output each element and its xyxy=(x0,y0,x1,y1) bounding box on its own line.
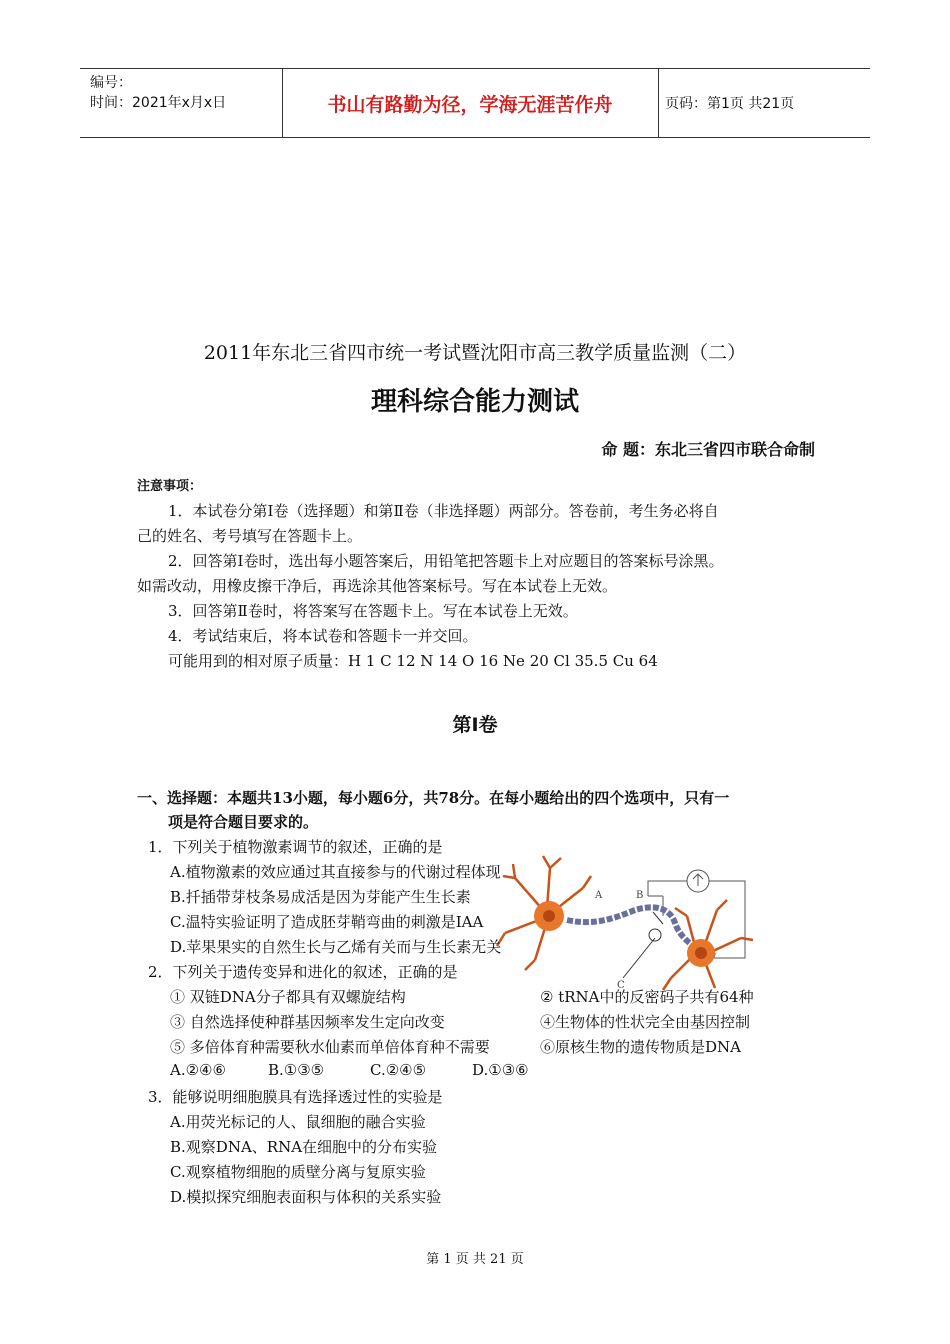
diagram-label-b: B xyxy=(636,890,644,901)
notice-item: 4．考试结束后，将本试卷和答题卡一并交回。 xyxy=(168,627,478,645)
electrode-c xyxy=(623,938,655,978)
question-2-statement: ③ 自然选择使种群基因频率发生定向改变 xyxy=(170,1013,445,1031)
atomic-mass-line: 可能用到的相对原子质量：H 1 C 12 N 14 O 16 Ne 20 Cl 35.5 Cu 64 xyxy=(168,652,658,670)
question-3-option-b: B.观察DNA、RNA在细胞中的分布实验 xyxy=(170,1138,438,1156)
question-3-option-a: A.用荧光标记的人、鼠细胞的融合实验 xyxy=(170,1113,426,1131)
question-2-statement: ② tRNA中的反密码子共有64种 xyxy=(540,988,754,1006)
diagram-label-a: A xyxy=(595,890,603,901)
question-1-stem: 1．下列关于植物激素调节的叙述，正确的是 xyxy=(148,838,443,856)
electrode-a xyxy=(653,912,663,924)
question-2-statement: ① 双链DNA分子都具有双螺旋结构 xyxy=(170,988,406,1006)
part-title: 第Ⅰ卷 xyxy=(452,714,498,736)
question-1-option-a: A.植物激素的效应通过其直接参与的代谢过程体现 xyxy=(170,863,501,881)
header-meta xyxy=(90,73,226,113)
question-1-option-b: B.扦插带芽枝条易成活是因为芽能产生生长素 xyxy=(170,888,471,906)
question-2-statement: ⑥原核生物的遗传物质是DNA xyxy=(540,1038,741,1056)
question-1-option-c: C.温特实验证明了造成胚芽鞘弯曲的刺激是IAA xyxy=(170,913,484,931)
question-3-stem: 3．能够说明细胞膜具有选择透过性的实验是 xyxy=(148,1088,443,1106)
question-1-option-d: D.苹果果实的自然生长与乙烯有关而与生长素无关 xyxy=(170,938,502,956)
question-3-option-c: C.观察植物细胞的质壁分离与复原实验 xyxy=(170,1163,426,1181)
section-heading: 一、选择题：本题共13小题，每小题6分，共78分。在每小题给出的四个选项中，只有一 xyxy=(137,789,730,807)
question-2-option-a: A.②④⑥ xyxy=(170,1061,226,1079)
notice-item: 己的姓名、考号填写在答题卡上。 xyxy=(137,527,363,545)
neuron-diagram xyxy=(495,838,775,998)
question-2-statement: ⑤ 多倍体育种需要秋水仙素而单倍体育种不需要 xyxy=(170,1038,490,1056)
notice-heading: 注意事项： xyxy=(137,479,203,494)
page-footer: 第 1 页 共 21 页 xyxy=(426,1252,524,1267)
question-2-statement: ④生物体的性状完全由基因控制 xyxy=(540,1013,751,1031)
exam-title: 2011年东北三省四市统一考试暨沈阳市高三教学质量监测（二） xyxy=(203,342,747,364)
header-motto: 书山有路勤为径，学海无涯苦作舟 xyxy=(327,93,613,116)
serial-label: 编号： xyxy=(90,75,132,91)
notice-item: 1．本试卷分第Ⅰ卷（选择题）和第Ⅱ卷（非选择题）两部分。答卷前，考生务必将自 xyxy=(168,502,719,520)
notice-item: 如需改动，用橡皮擦干净后，再选涂其他答案标号。写在本试卷上无效。 xyxy=(137,577,618,595)
question-2-option-d: D.①③⑥ xyxy=(472,1061,529,1079)
notice-item: 2．回答第Ⅰ卷时，选出每小题答案后，用铅笔把答题卡上对应题目的答案标号涂黑。 xyxy=(168,552,724,570)
question-2-option-c: C.②④⑤ xyxy=(370,1061,427,1079)
section-heading-cont: 项是符合题目要求的。 xyxy=(168,813,319,831)
page-header xyxy=(80,68,870,138)
exam-author: 命 题：东北三省四市联合命制 xyxy=(601,440,815,459)
header-divider xyxy=(658,69,659,137)
question-2-option-b: B.①③⑤ xyxy=(268,1061,325,1079)
neuron-nucleus xyxy=(543,910,555,922)
time-label: 时间：2021年x月x日 xyxy=(90,95,227,111)
synapse-circle xyxy=(649,929,661,941)
neuron-nucleus xyxy=(695,947,707,959)
notice-item: 3．回答第Ⅱ卷时，将答案写在答题卡上。写在本试卷上无效。 xyxy=(168,602,578,620)
question-2-stem: 2．下列关于遗传变异和进化的叙述，正确的是 xyxy=(148,963,458,981)
exam-subtitle: 理科综合能力测试 xyxy=(370,387,579,417)
header-page-code: 页码：第1页 共21页 xyxy=(665,96,795,112)
question-3-option-d: D.模拟探究细胞表面积与体积的关系实验 xyxy=(170,1188,442,1206)
diagram-label-c: C xyxy=(617,980,625,991)
